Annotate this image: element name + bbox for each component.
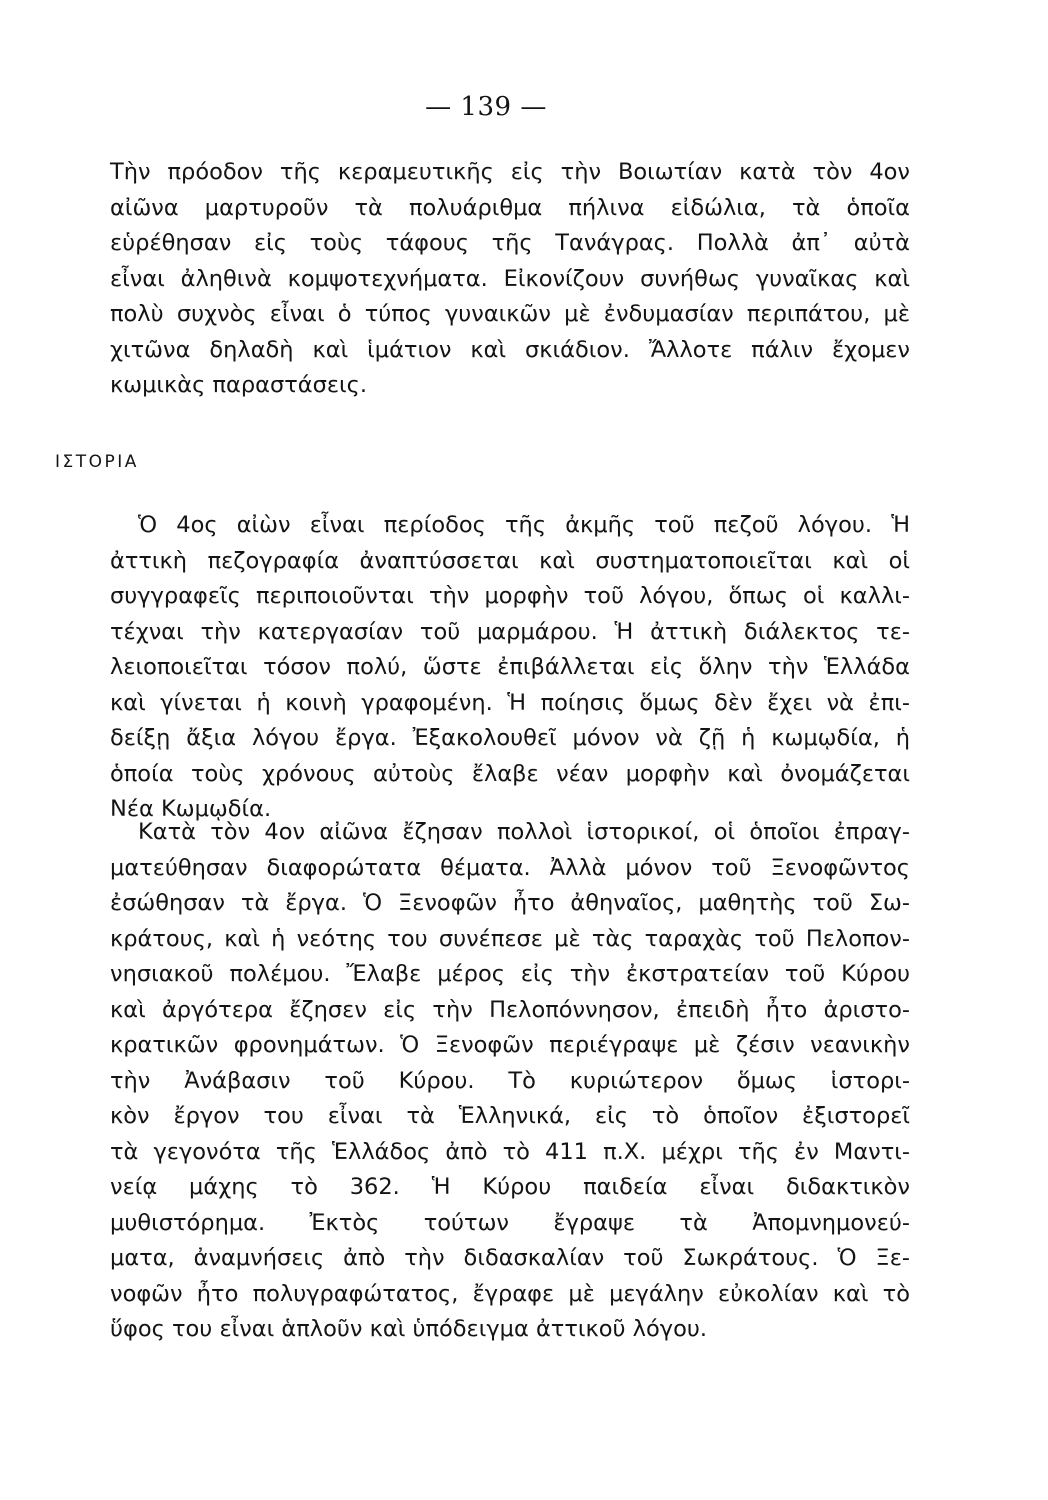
- section-heading: ΙΣΤΟΡΙΑ: [55, 452, 139, 472]
- text-line: καὶ γίνεται ἡ κοινὴ γραφομένη. Ἡ ποίησις ὅμως δὲν ἔχει νὰ ἐπι-: [110, 689, 910, 716]
- text-line: Κατὰ τὸν 4ον αἰῶνα ἔζησαν πολλοὶ ἱστορικοί, οἱ ὁποῖοι ἐπραγ-: [138, 819, 910, 845]
- text-line: νοφῶν ἦτο πολυγραφώτατος, ἔγραφε μὲ μεγάλην εὐκολίαν καὶ τὸ: [110, 1280, 910, 1307]
- text-line: τέχναι τὴν κατεργασίαν τοῦ μαρμάρου. Ἡ ἀττικὴ διάλεκτος τε-: [110, 618, 910, 645]
- text-line: λειοποιεῖται τόσον πολύ, ὥστε ἐπιβάλλεται εἰς ὅλην τὴν Ἑλλάδα: [110, 654, 910, 680]
- text-line: νείᾳ μάχης τὸ 362. Ἡ Κύρου παιδεία εἶναι διδακτικὸν: [110, 1174, 910, 1200]
- intro-paragraph: [110, 155, 910, 404]
- text-line: χιτῶνα δηλαδὴ καὶ ἱμάτιον καὶ σκιάδιον. Ἄλλοτε πάλιν ἔχομεν: [110, 336, 910, 363]
- text-line: μυθιστόρημα. Ἐκτὸς τούτων ἔγραψε τὰ Ἀπομνημονεύ-: [110, 1209, 910, 1236]
- text-line: κρατικῶν φρονημάτων. Ὁ Ξενοφῶν περιέγραψε μὲ ζέσιν νεανικὴν: [110, 1032, 910, 1058]
- paragraph-historians: [110, 815, 910, 1348]
- text-line: ματα, ἀναμνήσεις ἀπὸ τὴν διδασκαλίαν τοῦ Σωκράτους. Ὁ Ξε-: [110, 1245, 910, 1271]
- text-line: κωμικὰς παραστάσεις.: [110, 372, 368, 398]
- text-line: δείξῃ ἄξια λόγου ἔργα. Ἐξακολουθεῖ μόνον νὰ ζῇ ἡ κωμῳδία, ἡ: [110, 725, 910, 751]
- paragraph-prose-age: [110, 508, 910, 828]
- text-line: εὑρέθησαν εἰς τοὺς τάφους τῆς Τανάγρας. Πολλὰ ἀπ᾿ αὐτὰ: [110, 230, 910, 256]
- text-line: συγγραφεῖς περιποιοῦνται τὴν μορφὴν τοῦ λόγου, ὅπως οἱ καλλι-: [110, 583, 910, 609]
- text-line: πολὺ συχνὸς εἶναι ὁ τύπος γυναικῶν μὲ ἐνδυμασίαν περιπάτου, μὲ: [110, 301, 910, 327]
- text-line: τὴν Ἀνάβασιν τοῦ Κύρου. Τὸ κυριώτερον ὅμως ἱστορι-: [110, 1067, 910, 1094]
- page-number: — 139 —: [425, 92, 547, 122]
- text-line: ὁποία τοὺς χρόνους αὐτοὺς ἔλαβε νέαν μορφὴν καὶ ὀνομάζεται: [110, 760, 910, 787]
- text-line: αἰῶνα μαρτυροῦν τὰ πολυάριθμα πήλινα εἰδώλια, τὰ ὁποῖα: [110, 194, 910, 221]
- text-line: ὕφος του εἶναι ἁπλοῦν καὶ ὑπόδειγμα ἀττικοῦ λόγου.: [110, 1316, 708, 1342]
- text-line: κὸν ἔργον του εἶναι τὰ Ἑλληνικά, εἰς τὸ ὁποῖον ἐξιστορεῖ: [110, 1103, 910, 1129]
- text-line: καὶ ἀργότερα ἔζησεν εἰς τὴν Πελοπόννησον, ἐπειδὴ ἦτο ἀριστο-: [110, 996, 910, 1023]
- text-line: Τὴν πρόοδον τῆς κεραμευτικῆς εἰς τὴν Βοιωτίαν κατὰ τὸν 4ον: [110, 159, 910, 185]
- text-line: Νέα Κωμῳδία.: [110, 796, 272, 822]
- text-line: ἀττικὴ πεζογραφία ἀναπτύσσεται καὶ συστηματοποιεῖται καὶ οἱ: [110, 547, 910, 574]
- text-line: ματεύθησαν διαφορώτατα θέματα. Ἀλλὰ μόνον τοῦ Ξενοφῶντος: [110, 854, 910, 881]
- text-line: Ὁ 4ος αἰὼν εἶναι περίοδος τῆς ἀκμῆς τοῦ πεζοῦ λόγου. Ἡ: [138, 512, 910, 538]
- text-line: τὰ γεγονότα τῆς Ἑλλάδος ἀπὸ τὸ 411 π.Χ. μέχρι τῆς ἐν Μαντι-: [110, 1138, 910, 1165]
- text-line: κράτους, καὶ ἡ νεότης του συνέπεσε μὲ τὰς ταραχὰς τοῦ Πελοπον-: [110, 925, 910, 952]
- text-line: εἶναι ἀληθινὰ κομψοτεχνήματα. Εἰκονίζουν συνήθως γυναῖκας καὶ: [110, 265, 910, 292]
- text-line: νησιακοῦ πολέμου. Ἔλαβε μέρος εἰς τὴν ἐκστρατείαν τοῦ Κύρου: [110, 961, 910, 987]
- text-line: ἐσώθησαν τὰ ἔργα. Ὁ Ξενοφῶν ἦτο ἀθηναῖος, μαθητὴς τοῦ Σω-: [110, 890, 910, 916]
